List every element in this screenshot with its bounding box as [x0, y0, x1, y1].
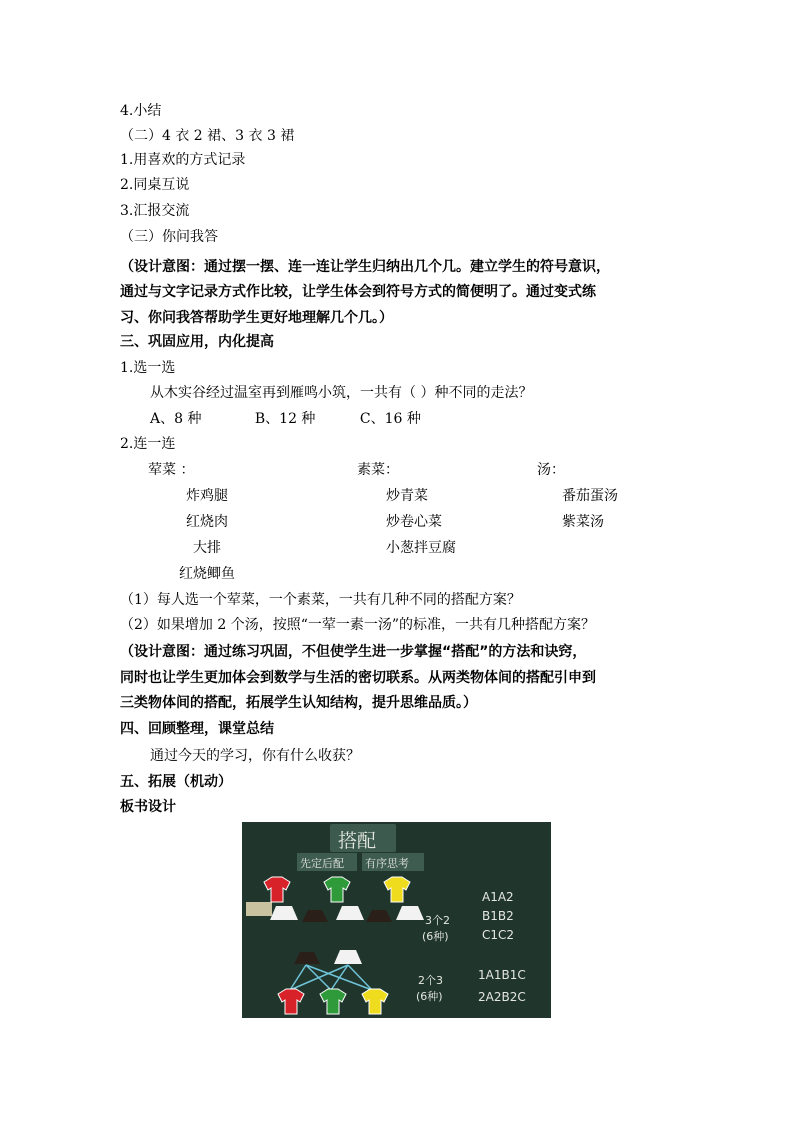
board-tag-1-text: 先定后配: [300, 857, 344, 870]
section-3-heading: 三、巩固应用，内化提高: [120, 334, 274, 350]
design-intent-1-line-2: 通过与文字记录方式作比较，让学生体会到符号方式的简便明了。通过变式练: [120, 284, 596, 300]
blackboard-photo: [242, 822, 551, 1018]
board-note-2b: (6种): [416, 990, 443, 1003]
shirt-red-bottom: [278, 989, 304, 1014]
summary-heading: 4.小结: [120, 103, 162, 119]
board-record-4: 1A1B1C: [478, 968, 526, 982]
meat-item-1: 炸鸡腿: [186, 488, 228, 504]
question-1-options: A、8 种 B、12 种 C、16 种: [150, 411, 421, 427]
board-design-heading: 板书设计: [120, 799, 176, 815]
shirt-red-top: [264, 877, 290, 902]
step-3: 3.汇报交流: [120, 203, 190, 219]
design-intent-2-line-2: 同时也让学生更加体会到数学与生活的密切联系。从两类物体间的搭配引申到: [120, 670, 596, 686]
part-two-heading: （二）4 衣 2 裙、3 衣 3 裙: [120, 128, 295, 144]
question-1-text: 从木实谷经过温室再到雁鸣小筑，一共有（ ）种不同的走法？: [150, 385, 533, 401]
part-three-heading: （三）你问我答: [120, 229, 218, 245]
sub-question-2: （2）如果增加 2 个汤，按照“一荤一素一汤”的标准，一共有几种搭配方案？: [120, 617, 596, 633]
skirt-black-2: [366, 910, 392, 922]
matching-lines: [290, 965, 372, 990]
skirt-white-2: [336, 906, 364, 920]
question-2-title: 2.连一连: [120, 436, 176, 452]
shirt-green-bottom: [320, 989, 346, 1014]
skirt-black-1: [302, 910, 328, 922]
sub-question-1: （1）每人选一个荤菜，一个素菜，一共有几种不同的搭配方案？: [120, 592, 521, 608]
board-tag-2-text: 有序思考: [365, 857, 409, 870]
shirt-yellow-bottom: [362, 989, 388, 1014]
design-intent-2-line-1: （设计意图：通过练习巩固，不但使学生进一步掌握“搭配”的方法和诀窍，: [120, 644, 587, 660]
board-record-2: B1B2: [482, 909, 514, 923]
board-record-3: C1C2: [482, 928, 515, 942]
meat-item-4: 红烧鲫鱼: [179, 566, 235, 582]
section-5-heading: 五、拓展（机动）: [120, 774, 232, 790]
section-4-text: 通过今天的学习，你有什么收获？: [150, 748, 360, 764]
soup-item-1: 番茄蛋汤: [562, 488, 618, 504]
skirt-white-3: [396, 906, 424, 920]
board-record-1: A1A2: [482, 890, 514, 904]
board-title: 搭配: [338, 830, 377, 852]
design-intent-2-line-3: 三类物体间的搭配，拓展学生认知结构，提升思维品质。）: [120, 695, 477, 711]
step-1: 1.用喜欢的方式记录: [120, 152, 246, 168]
column-soups: 汤：: [537, 462, 565, 478]
veg-item-3: 小葱拌豆腐: [386, 540, 456, 556]
design-intent-1-line-3: 习、你问我答帮助学生更好地理解几个几。）: [120, 310, 393, 326]
skirt-black-bottom: [294, 952, 320, 964]
design-intent-1-line-1: （设计意图：通过摆一摆、连一连让学生归纳出几个几。建立学生的符号意识，: [120, 259, 610, 275]
meat-item-3: 大排: [193, 540, 221, 556]
board-note-1b: (6种): [422, 930, 449, 943]
column-meat-dishes: 荤菜 ：: [148, 462, 195, 478]
skirt-white-1: [270, 906, 298, 920]
column-veg-dishes: 素菜：: [357, 462, 399, 478]
board-note-2: 2个3: [418, 974, 443, 987]
board-pencil-case: [246, 902, 272, 916]
soup-item-2: 紫菜汤: [562, 514, 604, 530]
step-2: 2.同桌互说: [120, 177, 190, 193]
shirt-yellow-top: [384, 877, 410, 902]
veg-item-1: 炒青菜: [386, 488, 428, 504]
board-note-1: 3个2: [425, 914, 450, 927]
veg-item-2: 炒卷心菜: [386, 514, 442, 530]
shirt-green-top: [324, 877, 350, 902]
question-1-title: 1.选一选: [120, 360, 176, 376]
section-4-heading: 四、回顾整理，课堂总结: [120, 721, 274, 737]
skirt-white-bottom: [334, 950, 362, 964]
meat-item-2: 红烧肉: [186, 514, 228, 530]
board-record-5: 2A2B2C: [478, 990, 526, 1004]
